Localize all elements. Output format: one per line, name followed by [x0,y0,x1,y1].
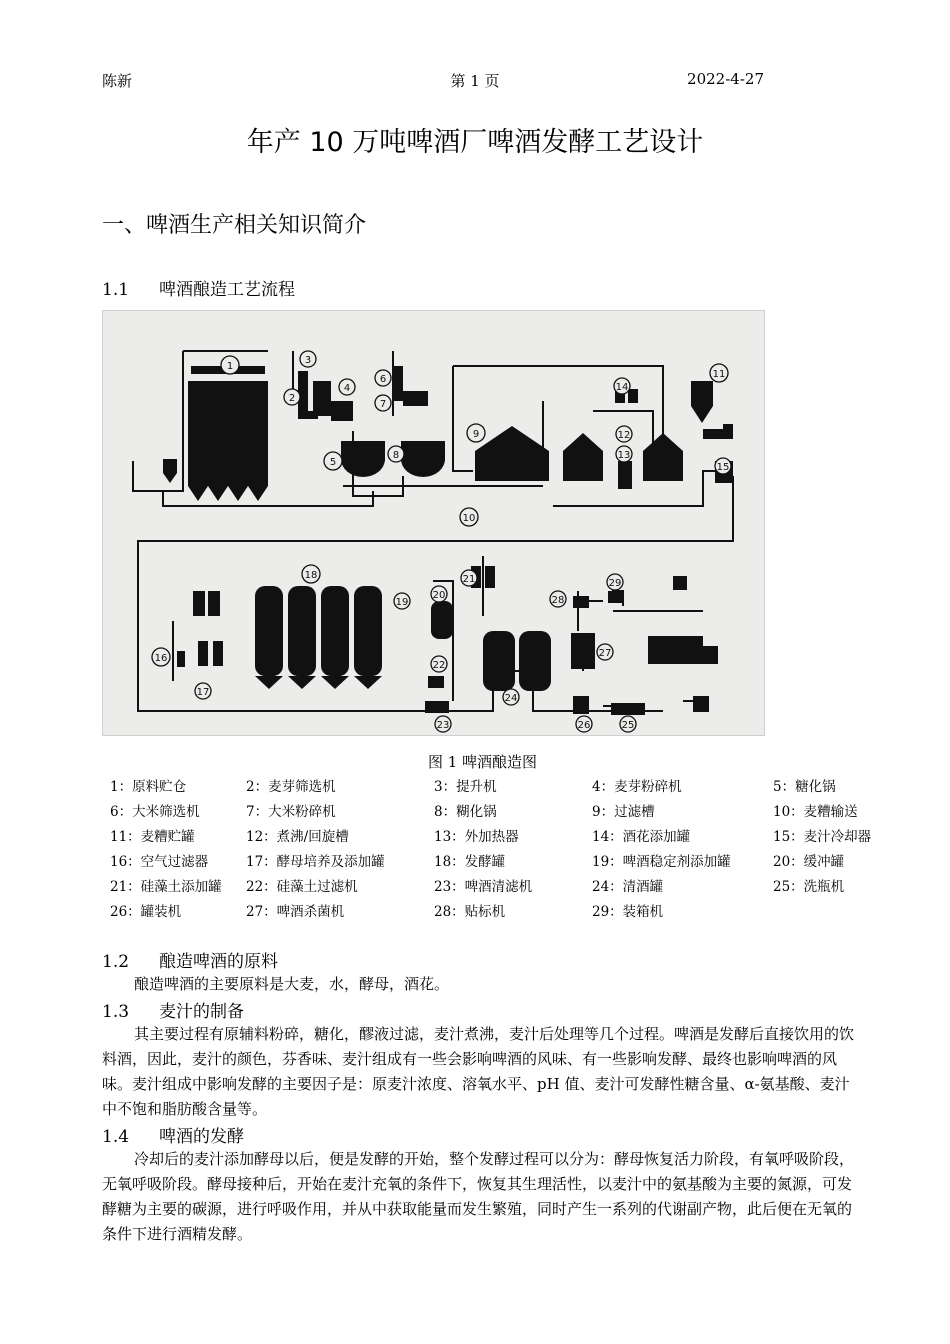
legend-item: 7：大米粉碎机 [246,804,336,820]
callout-5: 5 [329,457,337,468]
legend-item: 6：大米筛选机 [110,804,200,820]
legend-item: 19：啤酒稳定剂添加罐 [592,854,731,870]
figure-legend [110,777,872,922]
callout-25: 25 [621,720,635,731]
subsection-1-2 [102,947,278,972]
legend-item: 23：啤酒清滤机 [434,879,533,895]
legend-item: 26：罐装机 [110,904,182,920]
subsection-1-1 [102,275,295,300]
subsection-number: 1.4 [102,1127,130,1147]
callout-16: 16 [154,653,168,664]
legend-item: 28：贴标机 [434,904,506,920]
callout-13: 13 [617,450,631,461]
subsection-1-4 [102,1122,244,1147]
callout-20: 20 [432,590,446,601]
callout-29: 29 [608,578,622,589]
callout-18: 18 [304,570,318,581]
legend-item: 27：啤酒杀菌机 [246,904,345,920]
legend-item: 9：过滤槽 [592,804,655,820]
subsection-title: 酿造啤酒的原料 [159,952,278,972]
legend-item: 24：清酒罐 [592,879,664,895]
legend-item: 10：麦糟输送 [773,804,858,820]
subsection-number: 1.1 [102,280,130,300]
section-heading-1: 一、啤酒生产相关知识简介 [102,213,367,238]
callout-21: 21 [462,574,476,585]
document-title: 年产 10 万吨啤酒厂啤酒发酵工艺设计 [246,127,704,158]
legend-item: 15：麦汁冷却器 [773,829,872,845]
callout-27: 27 [598,648,612,659]
callout-24: 24 [504,693,518,704]
callout-14: 14 [615,382,629,393]
callout-7: 7 [379,399,387,410]
callout-3: 3 [304,355,312,366]
legend-item: 3：提升机 [434,779,497,795]
legend-item: 18：发酵罐 [434,854,506,870]
legend-item: 21：硅藻土添加罐 [110,879,222,895]
legend-item: 2：麦芽筛选机 [246,779,336,795]
callout-12: 12 [617,430,631,441]
legend-item: 14：酒花添加罐 [592,829,691,845]
legend-item: 8：糊化锅 [434,804,497,820]
subsection-1-3 [102,997,244,1022]
callout-10: 10 [462,513,476,524]
callout-15: 15 [716,462,730,473]
legend-item: 16：空气过滤器 [110,854,209,870]
legend-item: 17：酵母培养及添加罐 [246,854,385,870]
subsection-title: 啤酒的发酵 [159,1127,244,1147]
legend-item: 1：原料贮仓 [110,779,187,795]
brewing-process-diagram [103,311,764,735]
subsection-number: 1.2 [102,952,130,972]
legend-item: 12：煮沸/回旋槽 [246,829,349,845]
callout-2: 2 [288,393,296,404]
legend-item: 22：硅藻土过滤机 [246,879,358,895]
callout-6: 6 [379,374,387,385]
legend-item: 13：外加热器 [434,829,519,845]
paragraph-wort-preparation: 其主要过程有原辅料粉碎，糖化，醪液过滤，麦汁煮沸，麦汁后处理等几个过程。啤酒是发酵后直接饮用的饮料酒，因此，麦汁的颜色，芬香味、麦汁组成有一些会影响啤酒的风味、有一些影响发酵、最终也影响啤酒的风味。麦汁组成中影响发酵的主要因子是：原麦汁浓度、溶氧水平、pH 值、麦汁可发酵性糖含量、α-氨基酸、麦汁中不饱和脂肪酸含量等。 [102,1025,855,1118]
subsection-number: 1.3 [102,1002,130,1022]
callout-4: 4 [343,383,351,394]
callout-17: 17 [196,687,210,698]
legend-item: 11：麦糟贮罐 [110,829,195,845]
legend-item: 5：糖化锅 [773,779,836,795]
callout-8: 8 [392,450,400,461]
callout-26: 26 [577,720,591,731]
legend-item: 29：装箱机 [592,904,664,920]
legend-item: 4：麦芽粉碎机 [592,779,682,795]
header-author: 陈新 [102,72,133,90]
subsection-title: 啤酒酿造工艺流程 [159,280,295,300]
legend-item: 20：缓冲罐 [773,854,845,870]
legend-item: 25：洗瓶机 [773,879,845,895]
header-date: 2022-4-27 [687,70,764,88]
callout-23: 23 [436,720,450,731]
callout-1: 1 [226,361,234,372]
figure-caption: 图 1 啤酒酿造图 [427,753,538,771]
callout-9: 9 [472,429,480,440]
paragraph-raw-materials: 酿造啤酒的主要原料是大麦，水，酵母，酒花。 [134,975,450,993]
callout-28: 28 [551,595,565,606]
subsection-title: 麦汁的制备 [159,1002,244,1022]
callout-19: 19 [395,597,409,608]
header-page-number: 第 1 页 [450,72,500,90]
brewing-process-figure [102,310,765,736]
callout-11: 11 [712,369,726,380]
callout-22: 22 [432,660,446,671]
paragraph-fermentation: 冷却后的麦汁添加酵母以后，便是发酵的开始，整个发酵过程可以分为：酵母恢复活力阶段，有氧呼吸阶段，无氧呼吸阶段。酵母接种后，开始在麦汁充氧的条件下，恢复其生理活性，以麦汁中的氨基酸为主要的氮源，可发酵糖为主要的碳源，进行呼吸作用，并从中获取能量而发生繁殖，同时产生一系列的代谢副产物，此后便在无氧的条件下进行酒精发酵。 [102,1150,855,1243]
